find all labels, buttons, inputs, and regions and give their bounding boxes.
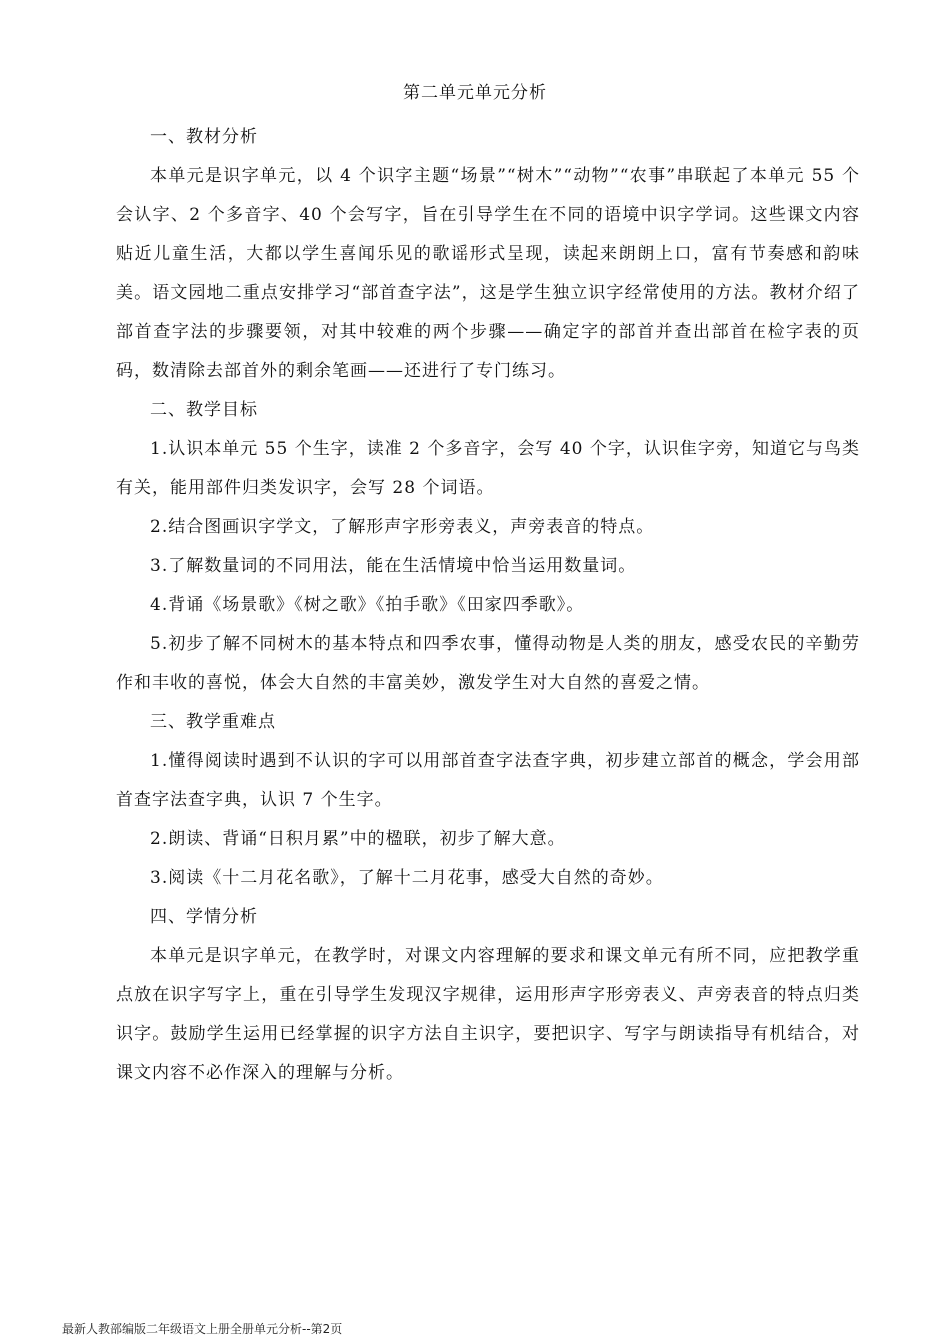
section-heading: 一、教材分析 xyxy=(150,127,258,147)
section-heading: 三、教学重难点 xyxy=(150,712,276,732)
section-key-difficulties xyxy=(116,703,860,898)
goal-item: 3.了解数量词的不同用法，能在生活情境中恰当运用数量词。 xyxy=(150,556,637,576)
difficulty-item: 1.懂得阅读时遇到不认识的字可以用部首查字法查字典，初步建立部首的概念，学会用部首查字法查字典，认识 7 个生字。 xyxy=(116,751,860,810)
goal-item: 2.结合图画识字学文，了解形声字形旁表义，声旁表音的特点。 xyxy=(150,517,655,537)
section-learner-analysis xyxy=(116,898,860,1093)
paragraph: 本单元是识字单元，在教学时，对课文内容理解的要求和课文单元有所不同，应把教学重点放在识字写字上，重在引导学生发现汉字规律，运用形声字形旁表义、声旁表音的特点归类识字。鼓励学生运用已经掌握的识字方法自主识字，要把识字、写字与朗读指导有机结合，对课文内容不必作深入的理解与分析。 xyxy=(116,946,860,1083)
section-heading: 二、教学目标 xyxy=(150,400,258,420)
goal-item: 1.认识本单元 55 个生字，读准 2 个多音字，会写 40 个字，认识隹字旁，知道它与鸟类有关，能用部件归类发识字，会写 28 个词语。 xyxy=(116,439,860,498)
difficulty-item: 3.阅读《十二月花名歌》，了解十二月花事，感受大自然的奇妙。 xyxy=(150,868,664,888)
document-body xyxy=(116,118,860,1093)
goal-item: 4.背诵《场景歌》《树之歌》《拍手歌》《田家四季歌》。 xyxy=(150,595,585,615)
difficulty-item: 2.朗读、背诵“日积月累”中的楹联，初步了解大意。 xyxy=(150,829,566,849)
page-footer: 最新人教部编版二年级语文上册全册单元分析--第2页 xyxy=(62,1322,343,1336)
section-textbook-analysis xyxy=(116,118,860,391)
section-heading: 四、学情分析 xyxy=(150,907,258,927)
goal-item: 5.初步了解不同树木的基本特点和四季农事，懂得动物是人类的朋友，感受农民的辛勤劳作和丰收的喜悦，体会大自然的丰富美妙，激发学生对大自然的喜爱之情。 xyxy=(116,634,860,693)
paragraph: 本单元是识字单元，以 4 个识字主题“场景”“树木”“动物”“农事”串联起了本单元 55 个会认字、2 个多音字、40 个会写字，旨在引导学生在不同的语境中识字学词。这些课文内容贴近儿童生活，大都以学生喜闻乐见的歌谣形式呈现，读起来朗朗上口，富有节奏感和韵味美。语文园地二重点安排学习“部首查字法”，这是学生独立识字经常使用的方法。教材介绍了部首查字法的步骤要领，对其中较难的两个步骤——确定字的部首并查出部首在检字表的页码，数清除去部首外的剩余笔画——还进行了专门练习。 xyxy=(116,166,860,381)
section-teaching-goals xyxy=(116,391,860,703)
page-title: 第二单元单元分析 xyxy=(403,83,547,103)
